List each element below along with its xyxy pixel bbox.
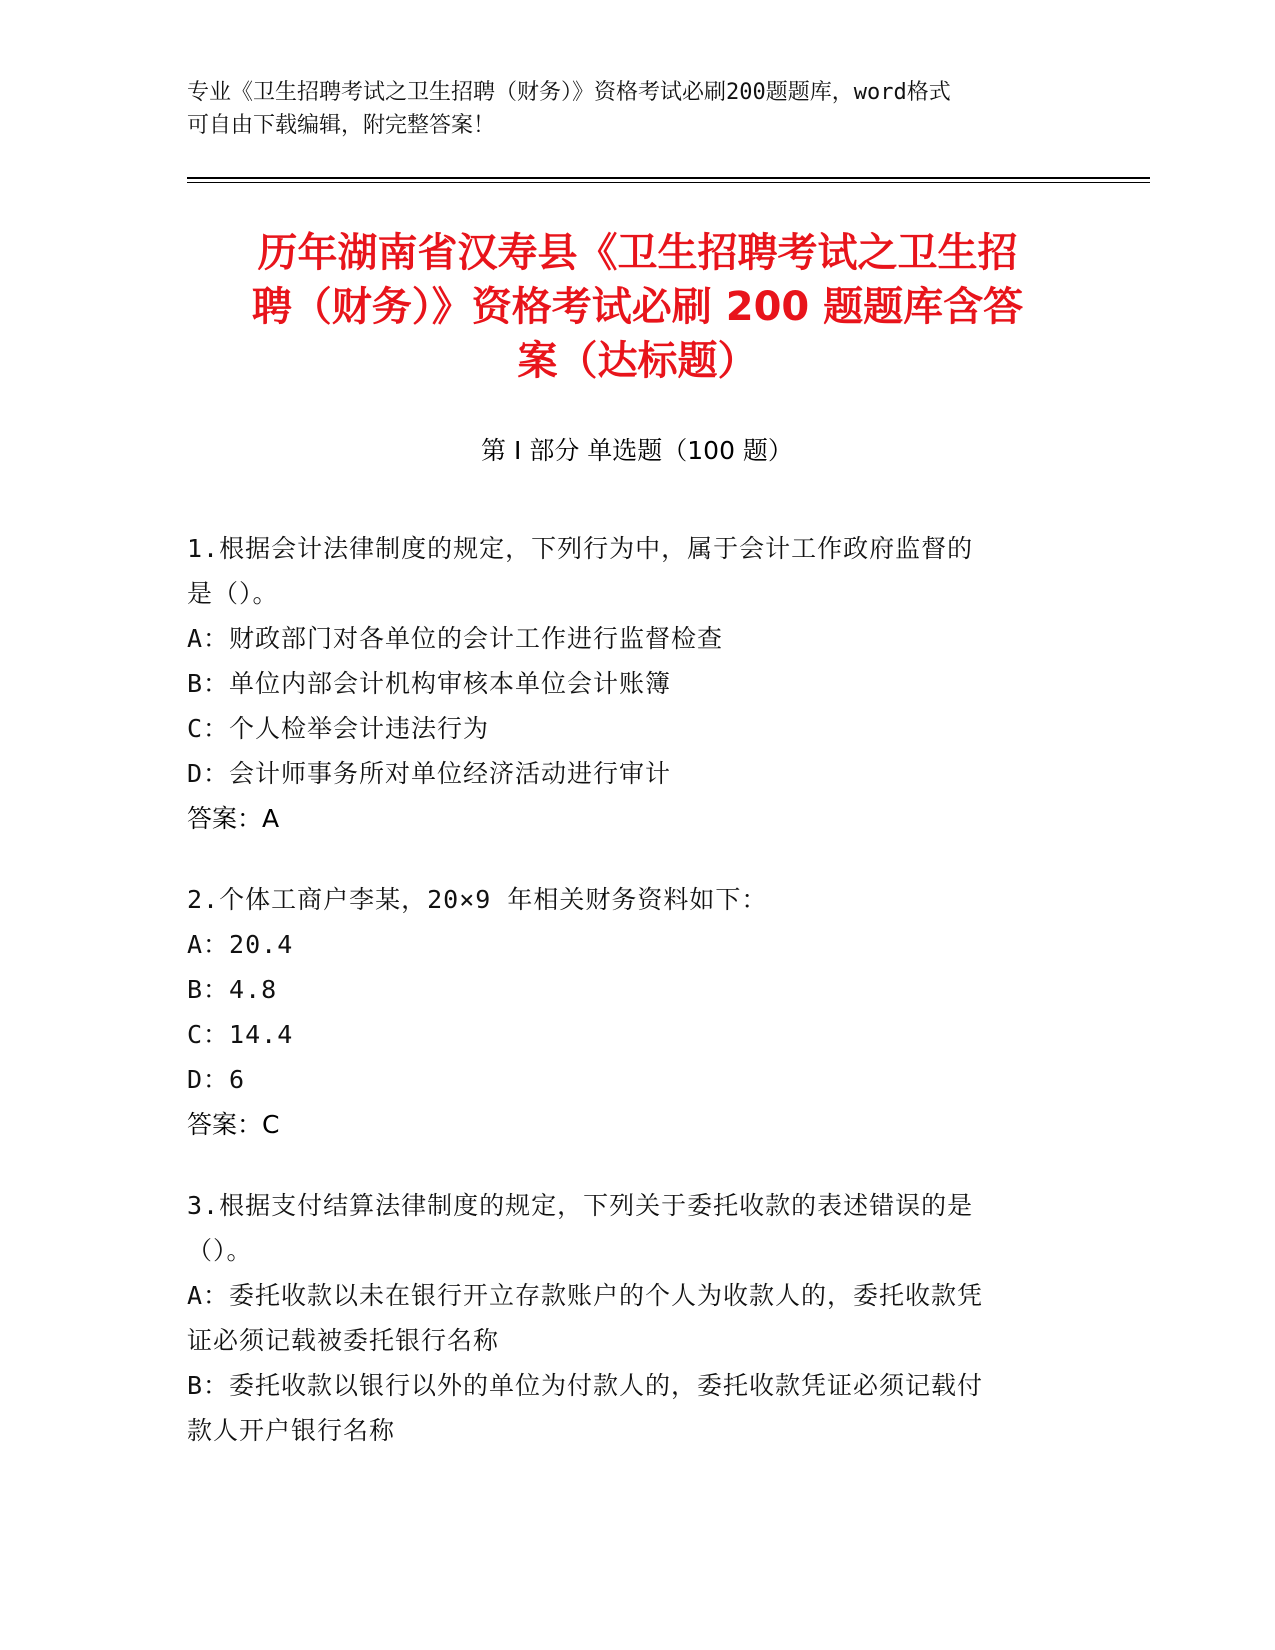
option-b-continued: 款人开户银行名称 [187, 1416, 396, 1445]
header-note-line-2: 可自由下载编辑，附完整答案！ [187, 113, 496, 138]
header-note [187, 76, 1067, 142]
section-heading: 第 I 部分 单选题（100 题） [481, 436, 793, 465]
option-a: A：委托收款以未在银行开立存款账户的个人为收款人的，委托收款凭 [187, 1281, 984, 1310]
header-rule-thick [187, 177, 1150, 179]
question-stem-line: 3.根据支付结算法律制度的规定，下列关于委托收款的表述错误的是 [187, 1191, 974, 1220]
question-3 [187, 1183, 1067, 1453]
header-rule-thin [187, 182, 1150, 183]
answer-line: 答案：A [187, 804, 280, 833]
document-title-line-1: 历年湖南省汉寿县《卫生招聘考试之卫生招 [257, 230, 1018, 276]
option-d: D：6 [187, 1065, 246, 1094]
option-a: A：20.4 [187, 930, 294, 959]
option-d: D：会计师事务所对单位经济活动进行审计 [187, 759, 672, 788]
question-2 [187, 877, 1067, 1147]
option-c: C：14.4 [187, 1020, 294, 1049]
document-title [190, 226, 1085, 388]
question-stem-line: 是（）。 [187, 579, 279, 608]
question-stem-line: 2.个体工商户李某，20×9 年相关财务资料如下： [187, 885, 768, 914]
document-title-line-3: 案（达标题） [517, 338, 758, 384]
option-c: C：个人检举会计违法行为 [187, 714, 490, 743]
option-a-continued: 证必须记载被委托银行名称 [187, 1326, 500, 1355]
question-list [187, 526, 1067, 1489]
option-b: B：委托收款以银行以外的单位为付款人的，委托收款凭证必须记载付 [187, 1371, 984, 1400]
document-title-line-2: 聘（财务）》资格考试必刷 200 题题库含答 [251, 284, 1024, 330]
question-1 [187, 526, 1067, 841]
question-stem-line: 1.根据会计法律制度的规定，下列行为中，属于会计工作政府监督的 [187, 534, 974, 563]
option-a: A：财政部门对各单位的会计工作进行监督检查 [187, 624, 724, 653]
question-stem-line: （）。 [187, 1236, 253, 1265]
option-b: B：单位内部会计机构审核本单位会计账簿 [187, 669, 672, 698]
answer-line: 答案：C [187, 1110, 280, 1139]
header-note-line-1: 专业《卫生招聘考试之卫生招聘（财务）》资格考试必刷200题题库，word格式 [187, 80, 951, 105]
option-b: B：4.8 [187, 975, 278, 1004]
